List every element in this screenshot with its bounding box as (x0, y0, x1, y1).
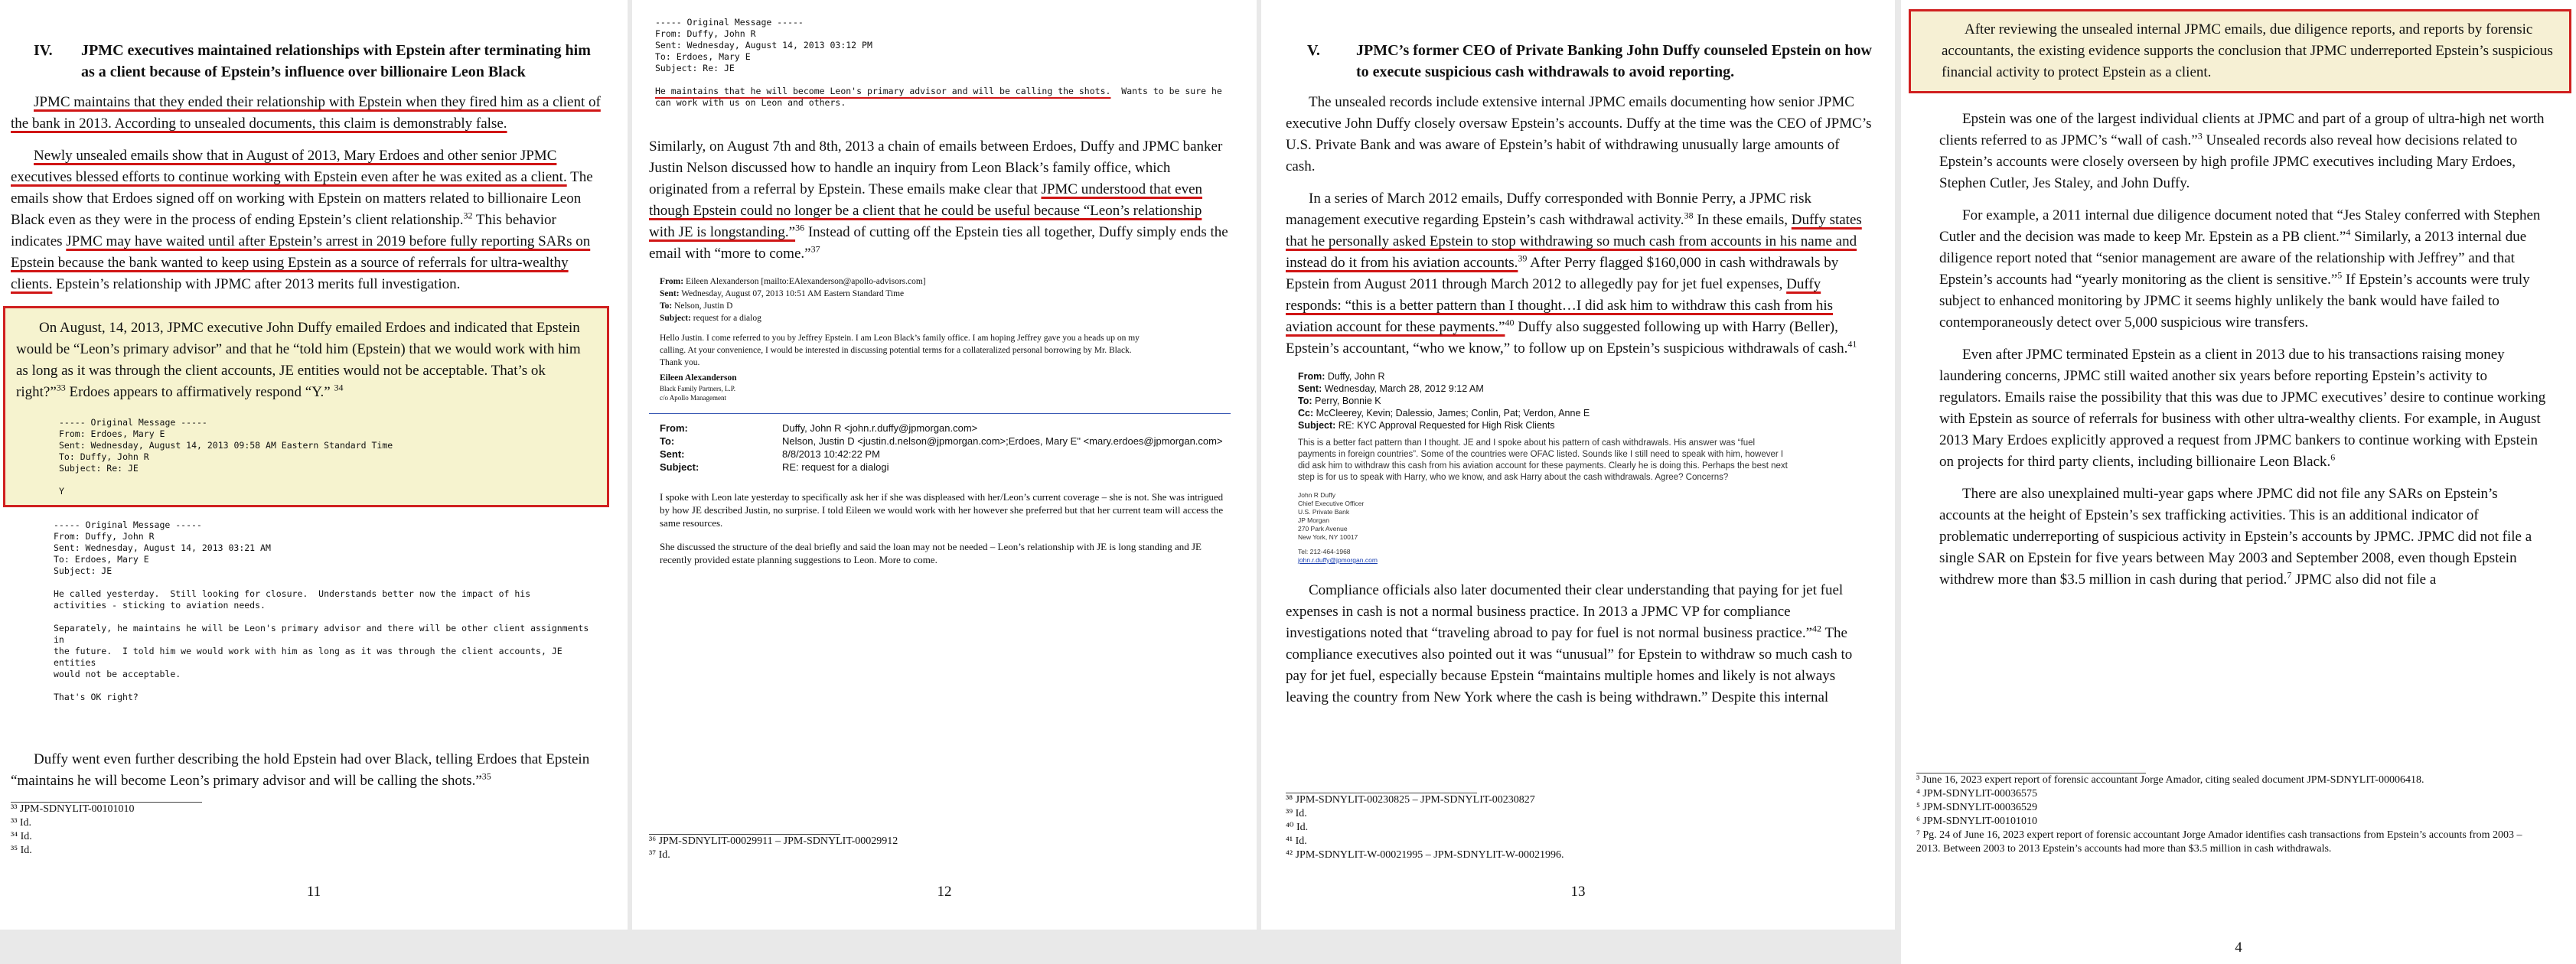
page-number: 13 (1570, 884, 1586, 900)
footnotes (11, 802, 602, 858)
email-paragraph: She discussed the structure of the deal briefly and said the loan may not be needed – Leon’s relationship with JE is long standing and JE recently provided estate planning suggestions to Leon. More to come. (660, 541, 1202, 565)
footnote: ³⁹ Id. (1286, 808, 1307, 819)
value: 8/8/2013 10:42:22 PM (782, 448, 880, 460)
footnote: ⁴¹ Id. (1286, 835, 1307, 847)
paragraph (16, 318, 596, 403)
label: Sent: (660, 448, 685, 460)
page-number: 11 (306, 884, 321, 900)
highlighted-box (1909, 9, 2571, 93)
footnote: ³³ Id. (11, 817, 32, 829)
value: Wednesday, March 28, 2012 9:12 AM (1324, 383, 1484, 394)
label: Sent: (660, 289, 680, 298)
label: To: (660, 435, 675, 447)
email-subject (660, 312, 1231, 324)
highlighted-text: Duffy responds: “this is a better pattern than I thought…I did ask him to withdraw this cash from his aviation account for these payments.” (1286, 276, 1834, 335)
text: Wants to be sure he can work with us on Leon and others. (655, 86, 1228, 108)
divider (649, 413, 1231, 414)
paragraph: After reviewing the unsealed internal JPMC emails, due diligence reports, and reports by forensic accountants, the existing evidence supports the conclusion that JPMC underreported Epstein’s suspicious financial activity to protect Epstein as a client. (1942, 21, 2553, 80)
text: This behavior indicates (11, 212, 556, 249)
paragraph (1286, 580, 1872, 708)
email-signature: c/o Apollo Management (660, 394, 726, 402)
footnote-ref: 4 (2346, 226, 2351, 238)
footnote-ref: 40 (1505, 317, 1515, 328)
value: Perry, Bonnie K (1315, 396, 1381, 406)
label: From: (660, 277, 684, 286)
footnote-ref: 37 (810, 243, 820, 255)
email-excerpt-body (655, 86, 1231, 109)
section-title: JPMC’s former CEO of Private Banking John Duffy counseled Epstein on how to execute suspicious cash withdrawals to avoid reporting. (1356, 42, 1872, 80)
paragraph (11, 92, 602, 135)
footnotes (1916, 773, 2545, 856)
section-heading (11, 40, 602, 83)
value: Duffy, John R <john.r.duffy@jpmorgan.com> (782, 422, 978, 434)
text: Compliance officials also later documented their clear understanding that paying for jet fuel expenses in cash is not a normal business practice. In 2013 a JPMC VP for compliance investigations noted that “traveling abroad to pay for fuel is not normal business practice.” (1286, 582, 1844, 641)
email-body: Hello Justin. I come referred to you by Jeffrey Epstein. I am Leon Black’s family office. I am hoping Jeffrey gave you a heads up on my calling. At your convenience, I would be interested in discussing potential terms for a collateralized personal borrowing by Mr. Black. Thank you. (660, 334, 1140, 367)
label: Cc: (1298, 408, 1314, 418)
value: RE: request for a dialogi (782, 461, 889, 473)
footnote: ⁷ Pg. 24 of June 16, 2023 expert report of forensic accountant Jorge Amador identifies cash transactions from Epstein’s accounts from 2003 – 2013. Between 2003 to 2013 Epstein’s accounts had more than $3.5 million in cash withdrawals. (1916, 829, 2522, 855)
text: The emails show that Erdoes signed off on working with Epstein on matters related to billionaire Leon Black even as they were in the process of ending Epstein’s client relationship. (11, 169, 593, 228)
email-image (1298, 370, 1872, 565)
footnote: ⁴ JPM-SDNYLIT-00036575 (1916, 788, 2037, 800)
document-page-12 (632, 0, 1257, 930)
signature-line: Tel: 212-464-1968 (1298, 548, 1351, 555)
signature-line: John R Duffy (1298, 491, 1335, 499)
page-number: 4 (2235, 940, 2242, 956)
section-number: IV. (34, 42, 53, 59)
value: McCleerey, Kevin; Dalessio, James; Conlin, Pat; Verdon, Anne E (1316, 408, 1590, 418)
text: Even after JPMC terminated Epstein as a client in 2013 due to his transactions raising money laundering concerns, JPMC still waited another six years before reporting Epstein’s activity to regulators. Emails raise the possibility that this was due to JPMC executives’ desire to continue working with Epstein as source of referrals for business with other ultra-wealthy clients. For example, in August 2013 Mary Erdoes explicitly approved a request from JPMC bankers to continue working with Epstein on projects for third party clients, including billionaire Leon Black. (1939, 347, 2546, 470)
text: Duffy went even further describing the hold Epstein had over Black, telling Erdoes that Epstein “maintains he will become Leon’s primary advisor and will be calling the shots.” (11, 751, 590, 789)
section-title: JPMC executives maintained relationships with Epstein after terminating him as a client because of Epstein’s influence over billionaire Leon Black (81, 42, 591, 80)
footnotes (649, 834, 1231, 862)
label: Subject: (1298, 420, 1336, 431)
document-page-4 (1901, 0, 2576, 964)
value: Nelson, Justin D <justin.d.nelson@jpmorgan.com>;Erdoes, Mary E" <mary.erdoes@jpmorgan.com> (782, 435, 1223, 447)
footnote-ref: 35 (481, 770, 491, 782)
label: Subject: (660, 461, 699, 473)
email-header-table (660, 422, 1231, 474)
footnote: ⁴⁰ Id. (1286, 822, 1309, 833)
footnote-ref: 34 (334, 382, 344, 393)
signature-line: New York, NY 10017 (1298, 533, 1358, 541)
document-page-13 (1261, 0, 1895, 930)
email-from (660, 275, 1231, 288)
footnote-ref: 38 (1684, 210, 1694, 221)
signature-line: Chief Executive Officer (1298, 500, 1365, 507)
paragraph (11, 145, 602, 295)
paragraph (649, 136, 1231, 265)
footnote: ³⁶ JPM-SDNYLIT-00029911 – JPM-SDNYLIT-00029912 (649, 835, 898, 847)
label: From: (660, 422, 688, 434)
paragraph (11, 749, 602, 792)
email-cc (1298, 407, 1872, 419)
signature-line: U.S. Private Bank (1298, 508, 1350, 516)
text: The unsealed records include extensive internal JPMC emails documenting how senior JPMC executive John Duffy closely oversaw Epstein’s accounts. Duffy at the time was the CEO of JPMC’s U.S. Private Bank and was aware of Epstein’s habit of withdrawing unusually large amounts of cash. (1286, 94, 1872, 174)
text: JPMC also did not file a (2291, 572, 2437, 588)
label: From: (1298, 371, 1325, 382)
paragraph (1939, 344, 2547, 473)
text: Erdoes appears to affirmatively respond “Y.” (65, 384, 334, 400)
signature-line: 270 Park Avenue (1298, 525, 1348, 532)
section-number: V. (1307, 42, 1320, 59)
footnotes (1286, 793, 1869, 862)
text: Epstein’s relationship with JPMC after 2013 merits full investigation. (52, 276, 461, 292)
email-signature: Eileen Alexanderson (660, 373, 737, 383)
value: Wednesday, August 07, 2013 10:51 AM Eastern Standard Time (681, 289, 905, 298)
paragraph (1939, 484, 2547, 591)
highlighted-text: He maintains that he will become Leon's primary advisor and will be calling the shots. (655, 86, 1111, 96)
email-subject (1298, 419, 1872, 432)
highlighted-text: JPMC may have waited until after Epstein’s arrest in 2019 before fully reporting SARs on Epstein because the bank wanted to keep using Epstein as a source of referrals for ultra-wealthy clients. (11, 233, 591, 292)
section-heading (1286, 40, 1872, 83)
text: After Perry flagged $160,000 in cash withdrawals by Epstein from August 2011 through March 2012 to allegedly pay for jet fuel expenses, (1286, 255, 1839, 292)
email-excerpt: ----- Original Message ----- From: Erdoes, Mary E Sent: Wednesday, August 14, 2013 09:58 AM Eastern Standard Time To: Duffy, John R Subject: Re: JE Y (59, 417, 393, 497)
email-image (660, 275, 1231, 402)
signature-spacer (1298, 542, 1872, 548)
footnote-ref: 32 (463, 210, 473, 221)
footnote-ref: 39 (1518, 252, 1528, 264)
footnote: ³⁷ Id. (649, 849, 670, 861)
footnote: ³⁸ JPM-SDNYLIT-00230825 – JPM-SDNYLIT-00230827 (1286, 794, 1535, 806)
email-sent (1298, 383, 1872, 395)
text: Epstein was one of the largest individual clients at JPMC and part of a group of ultra-high net worth clients referred to as JPMC’s “wall of cash.” (1939, 111, 2545, 148)
email-from (1298, 370, 1872, 383)
email-signature: Black Family Partners, L.P. (660, 385, 735, 392)
text: Similarly, a 2013 internal due diligence report noted that “senior management are aware of the relationship with Jeffrey” and that Epstein’s accounts had “yearly monitoring as the client is sensitive.” (1939, 229, 2527, 288)
email-link[interactable]: john.r.duffy@jpmorgan.com (1298, 556, 1378, 564)
footnote: ³⁵ Id. (11, 845, 32, 856)
email-signature (1298, 491, 1872, 565)
text: Similarly, on August 7th and 8th, 2013 a chain of emails between Erdoes, Duffy and JPMC banker Justin Nelson discussed how to handle an inquiry from Leon Black’s family office, which originated from a referral by Epstein. These emails make clear that (649, 138, 1223, 197)
highlighted-text: Duffy states that he personally asked Epstein to stop withdrawing so much cash from accounts in his name and instead do it from his aviation accounts. (1286, 212, 1862, 271)
highlighted-text: JPMC understood that even though Epstein could no longer be a client that he could be useful because “Leon’s relationship with JE is longstanding.” (649, 181, 1203, 240)
footnote: ⁴² JPM-SDNYLIT-W-00021995 – JPM-SDNYLIT-W-00021996. (1286, 849, 1564, 861)
email-excerpt: ----- Original Message ----- From: Duffy, John R Sent: Wednesday, August 14, 2013 03:12 PM To: Erdoes, Mary E Subject: Re: JE (655, 17, 872, 73)
signature-line: JP Morgan (1298, 516, 1329, 524)
footnote-ref: 3 (2197, 130, 2203, 142)
value: RE: KYC Approval Requested for High Risk Clients (1338, 420, 1555, 431)
text: If Epstein’s accounts were truly subject to enhanced monitoring by JPMC it seems highly unlikely the bank would have failed to contemporaneously detect over 5,000 suspicious wire transfers. (1939, 272, 2530, 331)
text: There are also unexplained multi-year gaps where JPMC did not file any SARs on Epstein’s accounts at the height of Epstein’s sex trafficking activities. This is an additional indicator of problematic underreporting of suspicious activity in Epstein’s accounts by JPMC. JPMC did not file a single SAR on Epstein for five years between May 2003 and September 2008, even though Epstein withdrew more than $3.5 million in cash during that period. (1939, 486, 2532, 588)
page-number: 12 (937, 884, 952, 900)
label: Subject: (660, 314, 691, 323)
value: Duffy, John R (1327, 371, 1385, 382)
email-paragraph: I spoke with Leon late yesterday to specifically ask her if she was displeased with her/Leon’s current coverage – she is not. She was intrigued by how JE described Justin, no surprise. I told Eileen we would work with her however she preferred but that her current team will access the same resources. (660, 491, 1224, 529)
footnote-ref: 36 (795, 222, 805, 233)
email-to (1298, 395, 1872, 407)
highlighted-text: Newly unsealed emails show that in August of 2013, Mary Erdoes and other senior JPMC executives blessed efforts to continue working with Epstein even after he was exited as a client. (11, 148, 567, 185)
text: In a series of March 2012 emails, Duffy corresponded with Bonnie Perry, a JPMC risk management executive regarding Epstein’s cash withdrawal activity. (1286, 191, 1811, 228)
email-body: This is a better fact pattern than I thought. JE and I spoke about his pattern of cash withdrawals. His answer was “fuel payments in foreign countries”. Some of the countries were OFAC listed. Sounds like I still need to speak with him, however I did ask him to withdraw this cash from his aviation account for these payments. Clearly he is doing this. Perhaps the best next step is for us to speak with Harry, who we know, and ask Harry about the cash withdrawals. Agree? Concerns? (1298, 438, 1788, 482)
email-sent (660, 288, 1231, 300)
text: Instead of cutting off the Epstein ties all together, Duffy simply ends the email with “more to come.” (649, 224, 1228, 262)
email-body (660, 490, 1231, 566)
value: request for a dialog (693, 314, 761, 323)
footnote: ³⁴ Id. (11, 831, 32, 842)
footnote: ⁵ JPM-SDNYLIT-00036529 (1916, 802, 2037, 813)
text: Duffy also suggested following up with Harry (Beller), Epstein’s accountant, “who we know,” to follow up on Epstein’s suspicious withdrawals of cash. (1286, 319, 1848, 357)
value: Nelson, Justin D (674, 301, 733, 311)
text: In these emails, (1693, 212, 1792, 228)
footnote-ref: 7 (2287, 569, 2292, 581)
text: The compliance executives also pointed out it was “unusual” for Epstein to withdraw so much cash to pay for jet fuel, especially because Epstein “maintains multiple homes and likely is not always leaving the country from New York where the cash is being withdrawn.” Despite this internal (1286, 625, 1853, 705)
document-page-11 (0, 0, 628, 930)
footnote-ref: 33 (56, 382, 66, 393)
footnote: ³ June 16, 2023 expert report of forensic accountant Jorge Amador, citing sealed document JPM-SDNYLIT-00006418. (1916, 774, 2424, 786)
footnote-ref: 5 (2337, 269, 2343, 281)
footnote-ref: 6 (2330, 451, 2336, 463)
paragraph (1939, 205, 2547, 334)
text: For example, a 2011 internal due diligence document noted that “Jes Staley conferred with Stephen Cutler and the decision was made to keep Mr. Epstein as a PB client.” (1939, 207, 2541, 245)
text: On August, 14, 2013, JPMC executive John Duffy emailed Erdoes and indicated that Epstein would be “Leon’s primary advisor” and that he “told him (Epstein) that we would work with him as long as it was through the client accounts, JE entities would not be acceptable. That’s ok right?” (16, 320, 581, 400)
email-to (660, 300, 1231, 312)
footnote: ⁶ JPM-SDNYLIT-00101010 (1916, 816, 2037, 827)
email-excerpt: ----- Original Message ----- From: Duffy, John R Sent: Wednesday, August 14, 2013 03:21 AM To: Erdoes, Mary E Subject: JE He called yesterday. Still looking for closure. Understands better now the impact of his activities - sticking to aviation needs. Separately, he maintains he will be Leon's primary advisor and there will be other client assignments in the future. I told him we would work with him as long as it was through the client accounts, JE entities would not be acceptable. That's OK right? (54, 519, 589, 702)
footnote: ³³ JPM-SDNYLIT-00101010 (11, 803, 135, 815)
value: Eileen Alexanderson [mailto:EAlexanderson@apollo-advisors.com] (685, 277, 926, 286)
text: Unsealed records also reveal how decisions related to Epstein’s accounts were closely overseen by high profile JPMC executives including Mary Erdoes, Stephen Cutler, Jes Staley, and John Duffy. (1939, 132, 2518, 191)
label: Sent: (1298, 383, 1322, 394)
paragraph (1286, 188, 1872, 360)
paragraph (1286, 92, 1872, 177)
highlighted-text: JPMC maintains that they ended their relationship with Epstein when they fired him as a client of the bank in 2013. According to unsealed documents, this claim is demonstrably false. (11, 94, 601, 132)
paragraph (1939, 109, 2547, 194)
footnote-ref: 42 (1812, 623, 1822, 634)
footnote-ref: 41 (1847, 338, 1857, 350)
label: To: (660, 301, 673, 311)
highlighted-box (3, 306, 609, 507)
label: To: (1298, 396, 1312, 406)
